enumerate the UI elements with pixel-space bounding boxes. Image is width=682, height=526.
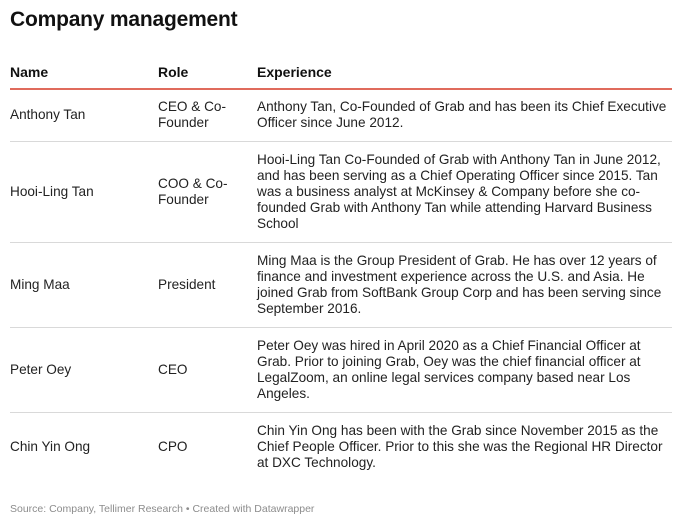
cell-experience: Ming Maa is the Group President of Grab. He has over 12 years of finance and investment experience across the U.S. and Asia. He joined Grab from SoftBank Group Corp and has been serving since September 2016. [257, 242, 672, 327]
source-footer: Source: Company, Tellimer Research • Created with Datawrapper [10, 503, 315, 515]
table-header-row [10, 58, 672, 89]
cell-name: Ming Maa [10, 242, 158, 327]
table-row [10, 89, 672, 141]
page-title: Company management [10, 8, 238, 31]
column-header-name: Name [10, 58, 158, 89]
cell-experience: Peter Oey was hired in April 2020 as a Chief Financial Officer at Grab. Prior to joining Grab, Oey was the chief financial officer at LegalZoom, an online legal services company based near Los Angeles. [257, 327, 672, 412]
table-row [10, 412, 672, 482]
cell-experience: Hooi-Ling Tan Co-Founded of Grab with Anthony Tan in June 2012, and has been serving as a Chief Operating Officer since 2015. Tan was a business analyst at McKinsey & Company before she co-founded Grab with Anthony Tan while attending Harvard Business School [257, 141, 672, 242]
cell-name: Peter Oey [10, 327, 158, 412]
column-header-experience: Experience [257, 58, 672, 89]
column-header-role: Role [158, 58, 257, 89]
cell-experience: Chin Yin Ong has been with the Grab since November 2015 as the Chief People Officer. Prior to this she was the Regional HR Director at DXC Technology. [257, 423, 663, 471]
management-table [10, 58, 672, 482]
cell-role: COO & Co-Founder [158, 141, 257, 242]
cell-role: CEO & Co-Founder [158, 89, 257, 141]
cell-name: Chin Yin Ong [10, 439, 91, 455]
cell-role: CEO [158, 327, 257, 412]
cell-experience: Anthony Tan, Co-Founded of Grab and has been its Chief Executive Officer since June 2012. [257, 89, 672, 141]
cell-role: President [158, 242, 257, 327]
table-row [10, 242, 672, 327]
cell-name: Anthony Tan [10, 89, 158, 141]
table-row [10, 327, 672, 412]
cell-role: CPO [158, 439, 188, 455]
cell-name: Hooi-Ling Tan [10, 141, 158, 242]
table-row [10, 141, 672, 242]
